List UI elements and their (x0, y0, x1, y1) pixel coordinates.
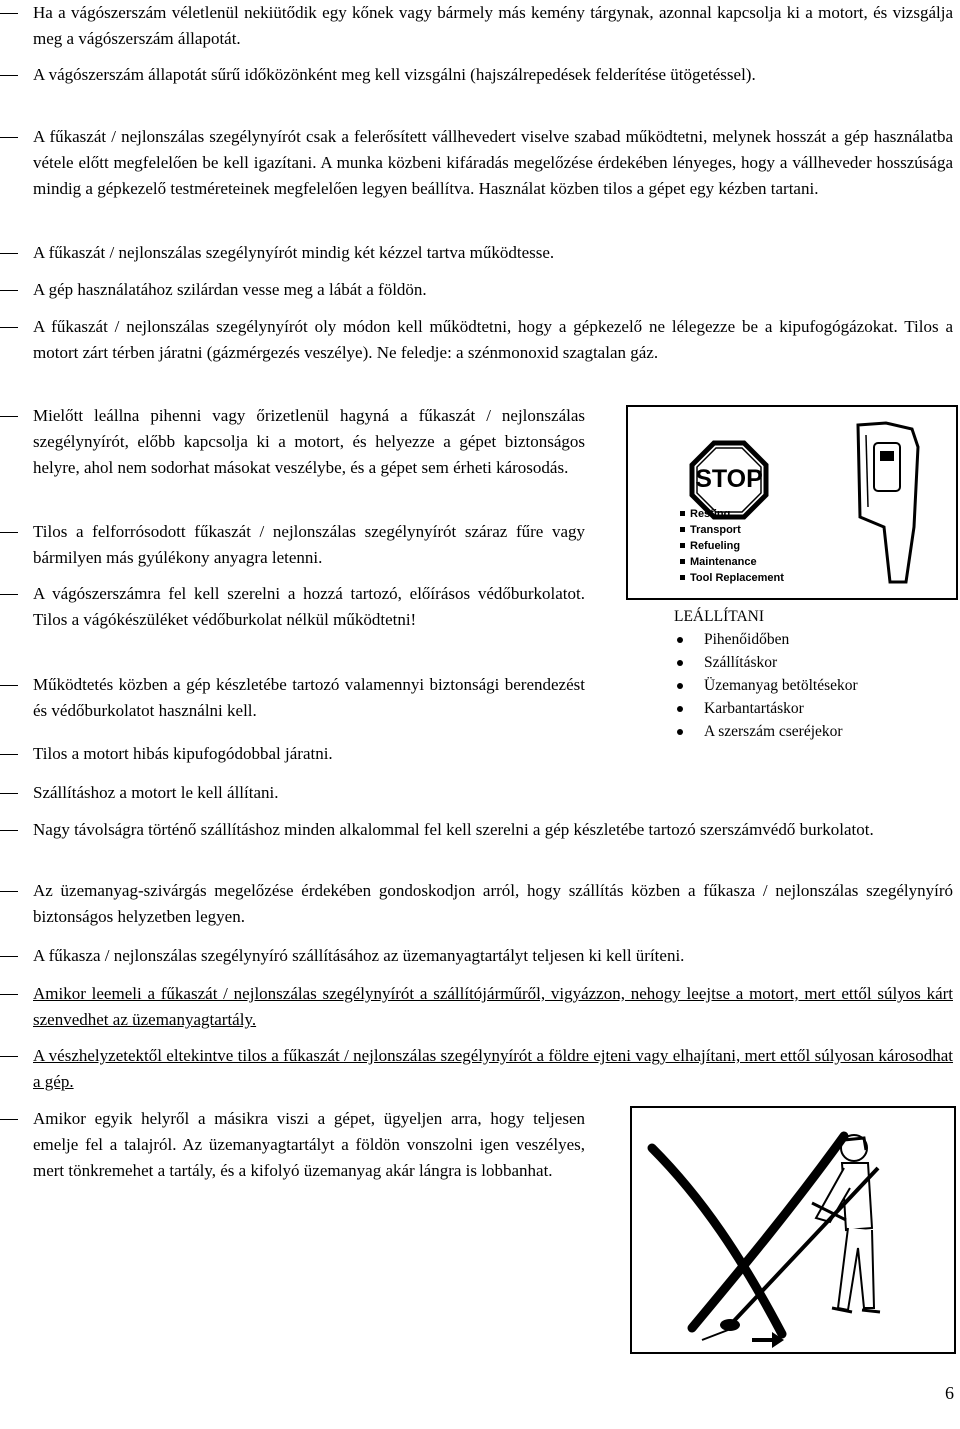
no-dragging-illustration (632, 1108, 954, 1352)
bullet-item (0, 314, 953, 366)
stop-list-refueling: Refueling (690, 540, 741, 552)
item-text: Amikor egyik helyről a másikra viszi a gépet, ügyeljen arra, hogy teljesen emelje fel a talajról. Az üzemanyagtartályt a földön vonszolni igen veszélyes, mert tönkremehet a tartály, és a kifolyó üzemanyag akár lángra is lobbanhat. (33, 1109, 585, 1180)
dash-marker (0, 62, 20, 88)
dash-marker (0, 240, 20, 266)
dash-marker (0, 314, 20, 340)
stop-illustration (628, 407, 956, 598)
item-text: A fűkasza / nejlonszálas szegélynyíró szállításához az üzemanyagtartályt teljesen ki kell üríteni. (33, 946, 685, 965)
item-text: A fűkaszát / nejlonszálas szegélynyírót csak a felerősített vállhevedert viselve szabad működtetni, melynek hosszát a gép használatba vétele előtt megfelelően be kell igazítani. A munka közbeni kifáradás megelőzése érdekében lényeges, hogy a vállheveder hosszúsága mindig a gépkezelő testméreteinek megfelelően legyen beállítva. Használat közben tilos a gépet egy kézben tartani. (33, 127, 953, 198)
stop-figure (626, 405, 958, 600)
dash-marker (0, 1106, 20, 1132)
bullet-item (0, 817, 953, 843)
bullet-item (0, 741, 585, 767)
dash-marker (0, 780, 20, 806)
bullet-item (0, 62, 953, 88)
bullet-item (0, 1106, 585, 1184)
dash-marker (0, 519, 20, 545)
caption-item: Szállításkor (674, 651, 858, 674)
item-text: Tilos a motort hibás kipufogódobbal járatni. (33, 744, 333, 763)
dash-marker (0, 741, 20, 767)
dash-marker (0, 0, 20, 26)
dash-marker (0, 981, 20, 1007)
stop-list-tool-replacement: Tool Replacement (690, 572, 784, 584)
bullet-item (0, 981, 953, 1033)
item-text: Nagy távolságra történő szállításhoz minden alkalommal fel kell szerelni a gép készletébe tartozó szerszámvédő burkolatot. (33, 820, 874, 839)
stop-list-resting: Resting (690, 508, 731, 520)
stop-list-transport: Transport (690, 524, 741, 536)
item-text: A fűkaszát / nejlonszálas szegélynyírót oly módon kell működtetni, hogy a gépkezelő ne lélegezze be a kipufogógázokat. Tilos a motort zárt térben járatni (gázmérgezés veszélye). Ne feledje: a szénmonoxid szagtalan gáz. (33, 317, 953, 362)
page-number: 6 (945, 1383, 954, 1403)
bullet-item (0, 672, 585, 724)
item-text: Ha a vágószerszám véletlenül nekiütődik egy kőnek vagy bármely más kemény tárgynak, azonnal kapcsolja ki a motort, és vizsgálja meg a vágószerszám állapotát. (33, 3, 953, 48)
item-text: A fűkaszát / nejlonszálas szegélynyírót mindig két kézzel tartva működtesse. (33, 243, 555, 262)
item-text: Tilos a felforrósodott fűkaszát / nejlonszálas szegélynyírót száraz fűre vagy bármilyen más gyúlékony anyagra letenni. (33, 522, 585, 567)
bullet-item (0, 0, 953, 52)
item-text: A vágószerszám állapotát sűrű időközönként meg kell vizsgálni (hajszálrepedések felderítése ütögetéssel). (33, 65, 756, 84)
bullet-item (0, 581, 585, 633)
bullet-item (0, 780, 585, 806)
item-text: Az üzemanyag-szivárgás megelőzése érdekében gondoskodjon arról, hogy szállítás közben a fűkasza / nejlonszálas szegélynyíró biztonságos helyzetben legyen. (33, 881, 953, 926)
item-text: A gép használatához szilárdan vesse meg a lábát a földön. (33, 280, 427, 299)
caption-item: A szerszám cseréjekor (674, 720, 858, 743)
item-text: Szállításhoz a motort le kell állítani. (33, 783, 279, 802)
item-text: Működtetés közben a gép készletébe tartozó valamennyi biztonsági berendezést és védőburkolatot használni kell. (33, 675, 585, 720)
dash-marker (0, 277, 20, 303)
dash-marker (0, 1043, 20, 1069)
bullet-item (0, 878, 953, 930)
bullet-item (0, 403, 585, 481)
dash-marker (0, 581, 20, 607)
stop-sign-text: STOP (695, 465, 763, 493)
caption-item: Pihenőidőben (674, 628, 858, 651)
bullet-item (0, 124, 953, 202)
bullet-item (0, 1043, 953, 1095)
item-text: Mielőtt leállna pihenni vagy őrizetlenül hagyná a fűkaszát / nejlonszálas szegélynyírót, előbb kapcsolja ki a motort, és helyezze a gépet biztonságos helyre, ahol nem sodorhat másokat veszélybe, és a gépet sem érheti károsodás. (33, 406, 585, 477)
dash-marker (0, 943, 20, 969)
bullet-item (0, 943, 953, 969)
bullet-item (0, 240, 953, 266)
no-dragging-figure (630, 1106, 956, 1354)
stop-caption (674, 605, 858, 743)
dash-marker (0, 124, 20, 150)
dash-marker (0, 672, 20, 698)
item-text: A vágószerszámra fel kell szerelni a hozzá tartozó, előírásos védőburkolatot. Tilos a vágókészüléket védőburkolat nélkül működtetni! (33, 584, 585, 629)
bullet-item (0, 277, 953, 303)
dash-marker (0, 403, 20, 429)
dash-marker (0, 878, 20, 904)
stop-list-maintenance: Maintenance (690, 556, 757, 568)
caption-item: Üzemanyag betöltésekor (674, 674, 858, 697)
stop-caption-title: LEÁLLÍTANI (674, 608, 765, 625)
item-text: Amikor leemeli a fűkaszát / nejlonszálas szegélynyírót a szállítójárműről, vigyázzon, nehogy leejtse a motort, mert ettől súlyos kárt szenvedhet az üzemanyagtartály. (33, 984, 953, 1029)
caption-item: Karbantartáskor (674, 697, 858, 720)
item-text: A vészhelyzetektől eltekintve tilos a fűkaszát / nejlonszálas szegélynyírót a földre ejteni vagy elhajítani, mert ettől súlyosan károsodhat a gép. (33, 1046, 953, 1091)
bullet-item (0, 519, 585, 571)
dash-marker (0, 817, 20, 843)
